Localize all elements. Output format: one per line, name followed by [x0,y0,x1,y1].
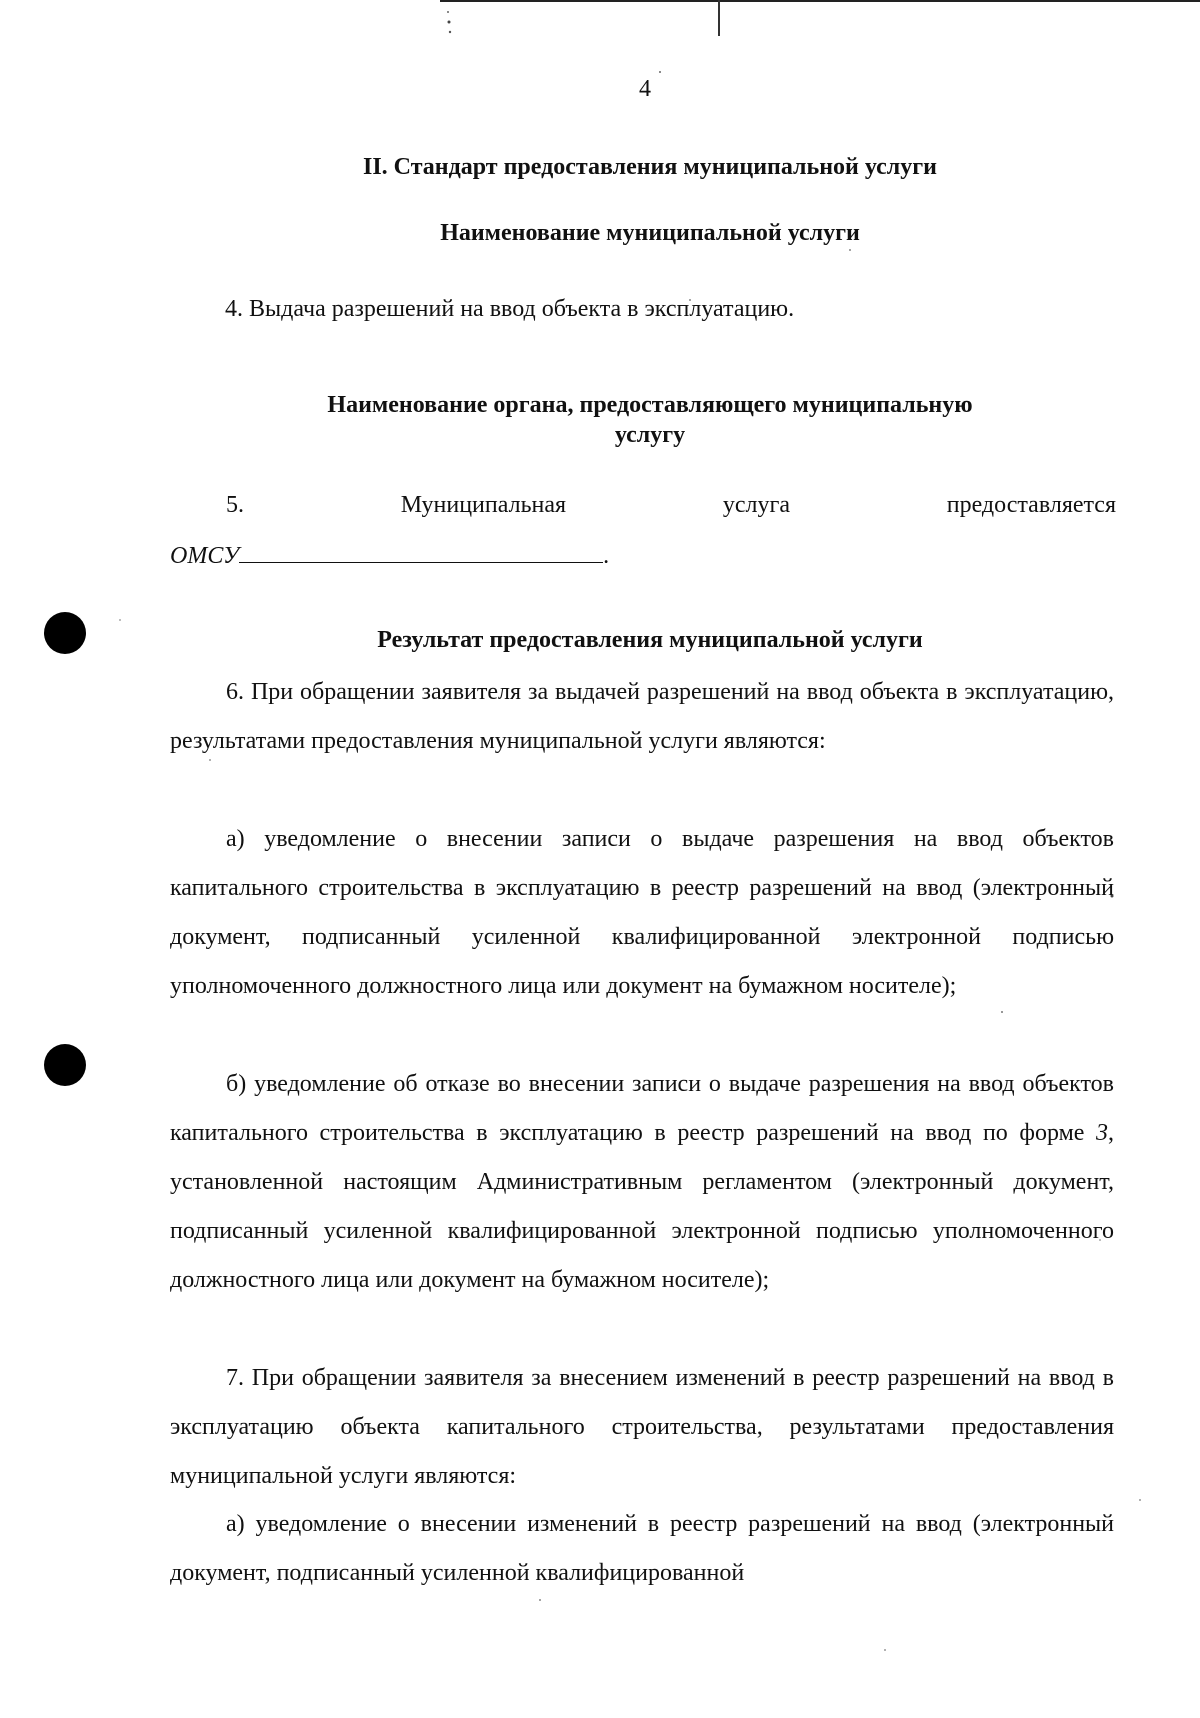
paragraph-5-word-2: услуга [722,492,790,518]
paragraph-5-number: 5. [226,492,244,518]
paragraph-4-text: 4. Выдача разрешений на ввод объекта в эксплуатацию. [225,296,795,322]
paragraph-7: 7. При обращении заявителя за внесением изменений в реестр разрешений на ввод в эксплуатацию объекта капитального строительства, результатами предоставления муниципальной услуги являются: [170,1365,1114,1489]
omsu-label: ОМСУ [170,543,240,569]
punch-hole [44,1044,86,1086]
paragraph-6b-start: б) уведомление об отказе во внесении записи о выдаче разрешения на ввод объектов капитального строительства в эксплуатацию в реестр разрешений на ввод по форме [170,1071,1114,1146]
omsu-period: . [603,543,610,569]
paragraph-6b-end: , установленной настоящим Административным регламентом (электронный документ, подписанный усиленной квалифицированной электронной подписью уполномоченного должностного лица или документ на бумажном носителе); [170,1120,1114,1293]
paragraph-6b-form-number: 3 [1096,1120,1108,1146]
paragraph-6a: а) уведомление о внесении записи о выдаче разрешения на ввод объектов капитального строительства в эксплуатацию в реестр разрешений на ввод (электронный документ, подписанный усиленной квалифицированной электронной подписью уполномоченного должностного лица или документ на бумажном носителе); [170,826,1114,999]
punch-hole [44,612,86,654]
paragraph-5-omsu [170,538,609,571]
omsu-blank-line [239,538,603,563]
paragraph-6b [170,1060,1114,1305]
page-number: 4 [639,76,651,102]
heading-service-name: Наименование муниципальной услуги [440,220,860,246]
paragraph-5-line [226,490,1116,520]
section-title: II. Стандарт предоставления муниципальной услуги [363,154,937,180]
heading-result: Результат предоставления муниципальной услуги [377,627,923,653]
heading-organ: Наименование органа, предоставляющего муниципальную услугу [327,392,973,448]
paragraph-6: 6. При обращении заявителя за выдачей разрешений на ввод объекта в эксплуатацию, результатами предоставления муниципальной услуги являются: [170,679,1114,754]
paragraph-7a: а) уведомление о внесении изменений в реестр разрешений на ввод (электронный документ, подписанный усиленной квалифицированной [170,1511,1114,1586]
paragraph-4 [170,285,1114,334]
paragraph-5-word-3: предоставляется [946,492,1116,518]
paragraph-5-word-1: Муниципальная [400,492,567,518]
